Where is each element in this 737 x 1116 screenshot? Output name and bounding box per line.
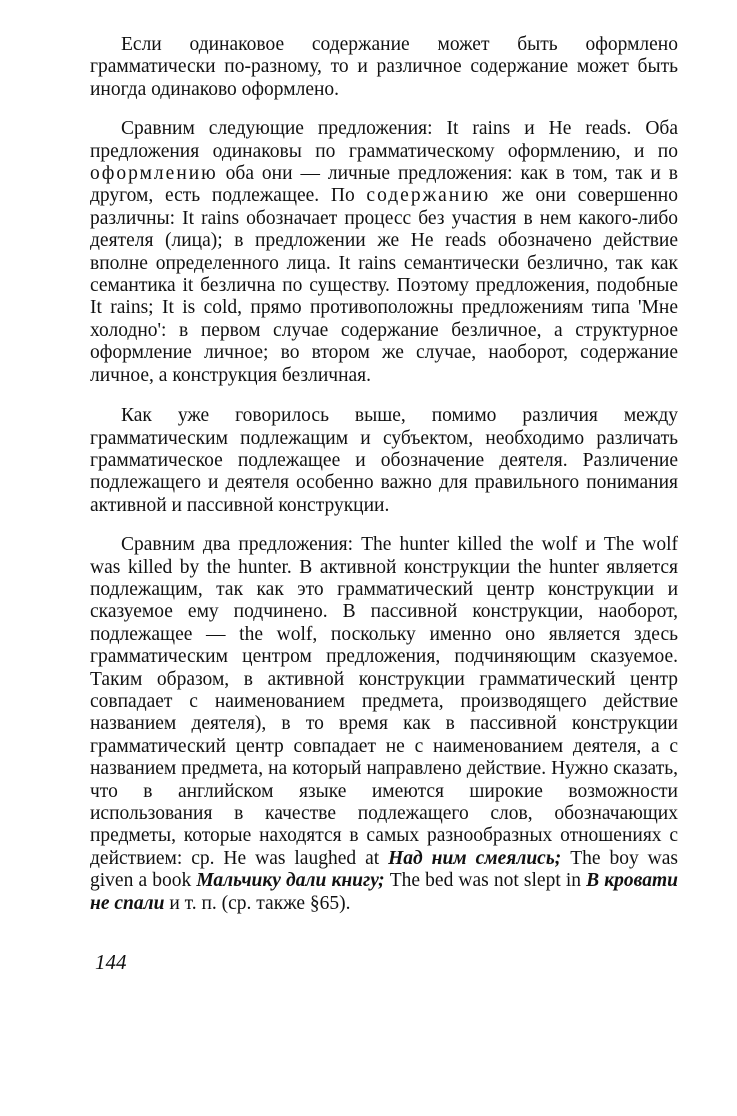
paragraph-4-italic-translation-1: Над ним смеялись; — [388, 847, 562, 869]
paragraph-3 — [90, 405, 678, 517]
paragraph-2 — [90, 118, 678, 387]
paragraph-3-text: Как уже говорилось выше, помимо различия между грамматическим подлежащим и субъектом, необходимо различать грамматическое подлежащее и обозначение деятеля. Различение подлежащего и деятеля особенно важно для правильного понимания активной и пассивной конструкции. — [90, 405, 678, 516]
paragraph-1-text: Если одинаковое содержание может быть оформлено грамматически по-разному, то и различное содержание может быть иногда одинаково оформлено. — [90, 34, 678, 100]
paragraph-1 — [90, 34, 678, 101]
paragraph-4-segment-2: The boy was given a book — [90, 847, 678, 892]
paragraph-2-segment-1: Сравним следующие предложения: It rains и He reads. Оба предложения одинаковы по грамматическому оформлению, и по — [90, 118, 678, 162]
paragraph-4 — [90, 534, 678, 915]
paragraph-2-segment-2: оба они — личные предложения: как в том, так и в другом, есть подлежащее. По — [90, 163, 678, 207]
paragraph-4-italic-translation-2: Мальчику дали книгу; — [196, 870, 385, 892]
paragraph-4-segment-1: Сравним два предложения: The hunter killed the wolf и The wolf was killed by the hunter. В активной конструкции the hunter является подлежащим, так как это грамматический центр конструкции и сказуемое ему подчинено. В пассивной конструкции, наоборот, подлежащее — the wolf, поскольку именно оно является здесь грамматическим центром предложения, подчиняющим сказуемое. Таким образом, в активной конструкции грамматический центр совпадает с наименованием предмета, производящего действие названием деятеля), в то время как в пассивной конструкции грамматический центр совпадает не с наименованием деятеля, а с названием предмета, на который направлено действие. Нужно сказать, что в английском языке имеются широкие возможности использования в качестве подлежащего слов, обозначающих предметы, которые находятся в самых разнообразных отношениях с действием: ср. He was laughed at — [90, 534, 678, 869]
paragraph-2-spaced-word-2: содержанию — [366, 185, 491, 207]
page-number: 144 — [95, 950, 127, 974]
document-page — [90, 34, 678, 915]
paragraph-2-segment-3: же они совершенно различны: It rains обозначает процесс без участия в нем какого-либо деятеля (лица); в предложении же He reads обозначено действие вполне определенного лица. It rains семантически безлично, так как семантика it безлична по существу. Поэтому предложения, подобные It rains; It is cold, прямо противоположны предложениям типа 'Мне холодно': в первом случае содержание безличное, а структурное оформление личное; во втором же случае, наоборот, содержание личное, а конструкция безличная. — [90, 185, 678, 386]
paragraph-4-italic-translation-3: В кровати не спали — [90, 870, 678, 914]
paragraph-4-segment-3: The bed was not slept in — [384, 870, 587, 892]
paragraph-4-segment-4: и т. п. (ср. также §65). — [164, 892, 351, 914]
paragraph-2-spaced-word-1: оформлению — [90, 163, 218, 185]
